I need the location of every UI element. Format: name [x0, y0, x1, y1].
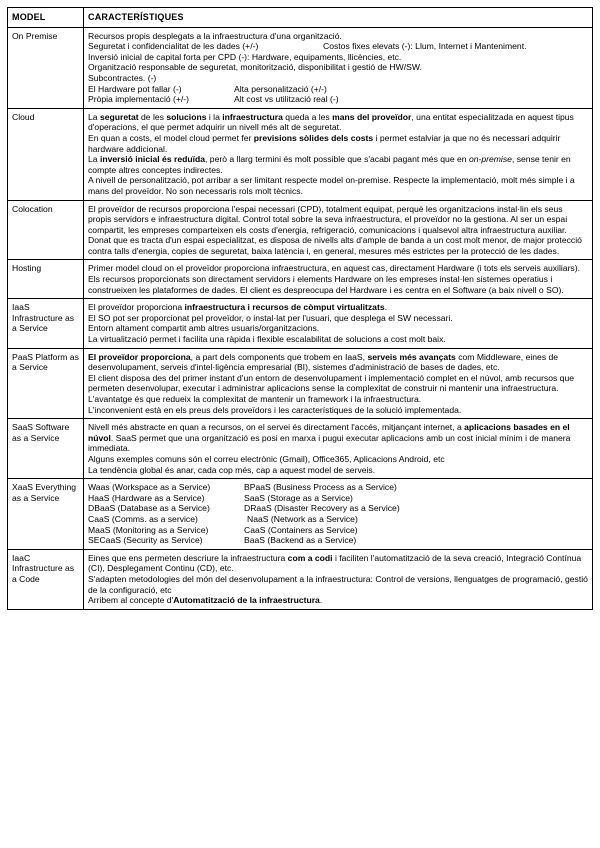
model-on-premise: On Premise: [8, 27, 84, 108]
text-line: Recursos propis desplegats a la infraestructura d'una organització.: [88, 30, 342, 41]
text-paragraph: Entorn altament compartit amb altres usuaris/organitzacions.: [88, 323, 320, 334]
text-paragraph: Primer model cloud on el proveïdor proporciona infraestructura, en aquest cas, directament Hardware (i tots els serveis auxiliars). Els recursos proporcionats son directament servidors i elements Hardware on les empreses instal·len sistemes operatius i construeixen les plataformes de dades. El client es despreocupa del Hardware i es centra en el Software (a baix nivell o SO).: [88, 263, 580, 295]
xaas-service-list: [88, 482, 588, 546]
desc-colocation: [84, 200, 593, 260]
text-paragraph: Alguns exemples comuns són el correu electrònic (Gmail), Office365, Aplicacions Android, etc: [88, 453, 445, 464]
desc-paas: [84, 348, 593, 419]
desc-xaas: [84, 479, 593, 550]
row-xaas: [8, 479, 593, 550]
desc-cloud: [84, 108, 593, 200]
text-line: Organització responsable de seguretat, monitorització, disponibilitat i gestió de HW/SW.: [88, 62, 422, 73]
xaas-item: DBaaS (Database as a Service): [88, 503, 210, 514]
text-cell: Costos fixes elevats (-): Llum, Internet i Manteniment.: [323, 41, 527, 52]
text-paragraph: A nivell de personalització, pot arribar a ser limitant respecte model on-premise. Respecte la implementació, molt més simple i a mans del proveïdor. No son necessaris rols molt tècnics.: [88, 175, 575, 196]
row-iaas: [8, 299, 593, 348]
text-line: Subcontractes. (-): [88, 72, 157, 83]
text-paragraph: El SO pot ser proporcionat pel proveïdor, o instal·lat per l'usuari, que desplega el SW necessari.: [88, 312, 453, 323]
desc-iaac: [84, 549, 593, 609]
text-paragraph: Nivell més abstracte en quan a recursos, on el servei és directament l'accés, mitjançant internet, a aplicacions basades en el núvol. SaaS permet que una organització es posi en marxa i pugui executar aplicacions amb un cost inicial mínim i de manera immediata.: [88, 422, 571, 454]
text-paragraph: S'adapten metodologies del món del desenvolupament a la infraestructura: Control de versions, llenguatges de programació, gestió de la configuració, etc: [88, 573, 588, 595]
xaas-item: CaaS (Containers as Service): [244, 524, 358, 535]
row-colocation: [8, 200, 593, 260]
text-line: [88, 84, 588, 95]
xaas-item: BaaS (Backend as a Service): [244, 535, 357, 546]
text-paragraph: La virtualització permet i facilita una ràpida i flexible escalabilitat de solucions a cost molt baix.: [88, 334, 446, 345]
xaas-item: NaaS (Network as a Service): [247, 513, 358, 524]
text-paragraph: La seguretat de les solucions i la infraestructura queda a les mans del proveïdor, una entitat especialitzada en aquest tipus d'operacions, el que permet adquirir un nivell més alt de seguretat.: [88, 111, 574, 133]
text-paragraph: El proveïdor proporciona, a part dels components que trobem en IaaS, serveis més avançats com Middleware, eines de desenvolupament, serveis d'intel·ligència empresarial (BI), sistemes d'administració de bases de dades, etc.: [88, 351, 559, 373]
xaas-item: CaaS (Comms. as a service): [88, 513, 198, 524]
desc-hosting: [84, 260, 593, 299]
model-xaas: XaaS Everything as a Service: [8, 479, 84, 550]
text-cell: Alt cost vs utilització real (-): [234, 94, 339, 105]
xaas-item: SaaS (Storage as a Service): [244, 492, 353, 503]
text-paragraph: La tendència global és anar, cada cop més, cap a aquest model de serveis.: [88, 464, 376, 475]
desc-iaas: [84, 299, 593, 348]
text-paragraph: El proveïdor proporciona infraestructura i recursos de còmput virtualitzats.: [88, 302, 387, 313]
text-paragraph: El client disposa des del primer instant d'un entorn de desenvolupament i implementació complet en el núvol, amb recursos que permeten desenvolupar, executar i administrar aplicacions sense la complexitat de construir ni mantenir una infraestructura.: [88, 372, 575, 394]
model-iaas: IaaS Infrastructure as a Service: [8, 299, 84, 348]
row-saas: [8, 419, 593, 479]
text-paragraph: La inversió inicial és reduïda, però a llarg termini és molt possible que s'acabi pagant més que en on-premise, sense tenir en compte altres conceptes indirectes.: [88, 154, 571, 175]
row-cloud: [8, 108, 593, 200]
desc-saas: [84, 419, 593, 479]
text-cell: Seguretat i confidencialitat de les dades (+/-): [88, 41, 259, 52]
header-row: [8, 8, 593, 28]
text-line: [88, 41, 588, 52]
model-paas: PaaS Platform as a Service: [8, 348, 84, 419]
text-paragraph: Arribem al concepte d'Automatització de la infraestructura.: [88, 595, 323, 606]
text-paragraph: En quan a costs, el model cloud permet fer previsions sòlides dels costs i permet estalviar ja que no és necessari adquirir hardware addicional.: [88, 132, 561, 154]
text-paragraph: L'avantatge és que redueix la complexitat de mantenir un framework i la infraestructura.: [88, 394, 422, 404]
text-paragraph: L'inconvenient està en els preus dels proveïdors i les característiques de la solució implementada.: [88, 404, 462, 415]
xaas-item: Waas (Workspace as a Service): [88, 482, 211, 493]
header-model: MODEL: [8, 8, 84, 28]
model-hosting: Hosting: [8, 260, 84, 299]
header-characteristics: CARACTERÍSTIQUES: [84, 8, 593, 28]
model-cloud: Cloud: [8, 108, 84, 200]
text-cell: El Hardware pot fallar (-): [88, 83, 182, 94]
text-cell: Pròpia implementació (+/-): [88, 94, 190, 105]
xaas-item: MaaS (Monitoring as a Service): [88, 524, 209, 535]
text-cell: Alta personalització (+/-): [234, 83, 327, 94]
row-on-premise: [8, 27, 593, 108]
text-paragraph: Eines que ens permeten descriure la infraestructura com a codi i faciliten l'automatització de la seva creació, Integració Contínua (CI), Desplegament Continu (CD), etc.: [88, 552, 582, 574]
row-iaac: [8, 549, 593, 609]
text-paragraph: El proveïdor de recursos proporciona l'espai necessari (CPD), totalment equipat, perquè les organitzacions instal·lin els seus propis servidors e infraestructura digital. Control total sobre la seva infraestructura, el proveïdor no la gestiona. Al ser un espai compartit, les empreses comparteixen els costs d'energia, refrigeració, comunicacions i qualsevol altra infraestructura auxiliar. Donat que es tracta d'un espai especialitzat, es disposa de nivells alts d'ample de banda a un cost molt menor, de major protecció contra talls d'energia, copies de seguretat, baixa latència i, en general, mesures més estrictes per la protecció de les dades.: [88, 203, 582, 256]
desc-on-premise: [84, 27, 593, 108]
row-paas: [8, 348, 593, 419]
xaas-item: SECaaS (Security as Service): [88, 535, 203, 546]
model-saas: SaaS Software as a Service: [8, 419, 84, 479]
model-iaac: IaaC Infrastructure as a Code: [8, 549, 84, 609]
xaas-item: DRaaS (Disaster Recovery as a Service): [244, 503, 400, 514]
text-line: [88, 94, 588, 105]
text-line: Inversió inicial de capital forta per CPD (-): Hardware, equipaments, llicències, etc.: [88, 51, 402, 62]
cloud-models-table: [7, 7, 593, 610]
xaas-item: HaaS (Hardware as a Service): [88, 492, 205, 503]
xaas-item: BPaaS (Business Process as a Service): [244, 482, 397, 493]
model-colocation: Colocation: [8, 200, 84, 260]
row-hosting: [8, 260, 593, 299]
